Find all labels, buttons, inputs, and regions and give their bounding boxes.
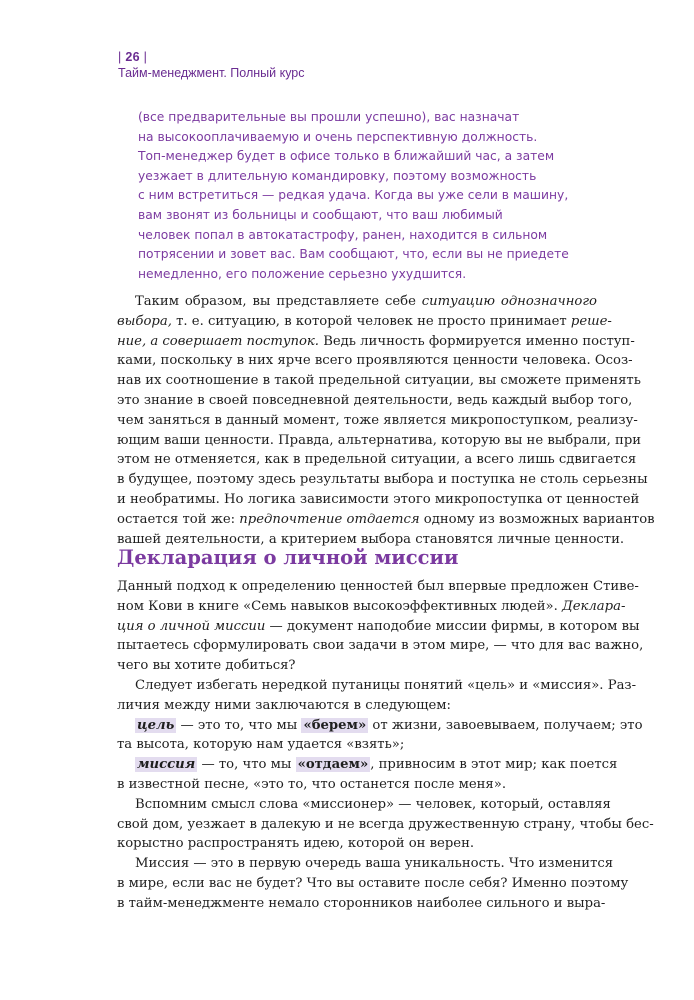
text-line: ками, поскольку в них ярче всего проявляются ценности человека. Осоз- bbox=[117, 353, 633, 369]
text-line: в известной песне, «это то, что останется после меня». bbox=[117, 776, 507, 792]
text-line: Следует избегать нередкой путаницы понятий «цель» и «миссия». Раз- bbox=[135, 677, 637, 693]
text-line: выбора, т. е. ситуацию, в которой человек не просто принимает реше- bbox=[117, 313, 612, 329]
text-line: ном Кови в книге «Семь навыков высокоэффективных людей». Деклара- bbox=[117, 598, 626, 614]
text-line: и необратимы. Но логика зависимости этого микропоступка от ценностей bbox=[117, 491, 640, 507]
section-heading: Декларация о личной миссии bbox=[117, 546, 459, 569]
paragraph-values bbox=[117, 292, 655, 549]
text-line: в мире, если вас не будет? Что вы оставите после себя? Именно поэтому bbox=[117, 875, 629, 891]
paragraph-mission bbox=[117, 577, 654, 914]
page-header bbox=[118, 50, 305, 80]
text-line: свой дом, уезжает в далекую и не всегда дружественную страну, чтобы бес- bbox=[117, 816, 654, 832]
quote-line: на высокооплачиваемую и очень перспективную должность. bbox=[138, 129, 538, 144]
text-line: Данный подход к определению ценностей был впервые предложен Стиве- bbox=[117, 579, 639, 594]
text-line: Вспомним смысл слова «миссионер» — человек, который, оставляя bbox=[135, 796, 611, 812]
text-line: личия между ними заключаются в следующем: bbox=[117, 697, 451, 713]
text-line: ция о личной миссии — документ наподобие миссии фирмы, в котором вы bbox=[117, 618, 640, 634]
text-line: этом не отменяется, как в предельной ситуации, а всего лишь сдвигается bbox=[117, 452, 637, 468]
text-line: та высота, которую нам удается «взять»; bbox=[117, 737, 405, 753]
text-line: цель — это то, что мы «берем» от жизни, завоевываем, получаем; это bbox=[137, 717, 643, 733]
quote-line: уезжает в длительную командировку, поэтому возможность bbox=[138, 168, 537, 183]
text-line: ние, а совершает поступок. Ведь личность формируется именно поступ- bbox=[117, 333, 635, 349]
page-number: | 26 | bbox=[118, 50, 148, 64]
text-line: чем заняться в данный момент, тоже является микропоступком, реализу- bbox=[117, 412, 638, 428]
text-line: нав их соотношение в такой предельной ситуации, вы сможете применять bbox=[117, 373, 641, 389]
book-title: Тайм-менеджмент. Полный курс bbox=[118, 66, 305, 80]
text-line: чего вы хотите добиться? bbox=[117, 658, 296, 674]
text-line: остается той же: предпочтение отдается одному из возможных вариантов bbox=[117, 511, 655, 527]
quote-line: немедленно, его положение серьезно ухудшится. bbox=[138, 266, 467, 281]
text-line: вашей деятельности, а критерием выбора становятся личные ценности. bbox=[117, 531, 625, 547]
quote-line: Топ-менеджер будет в офисе только в ближайший час, а затем bbox=[138, 149, 555, 164]
text-line: в тайм-менеджменте немало сторонников наиболее сильного и выра- bbox=[117, 895, 606, 911]
quote-line: с ним встретиться — редкая удача. Когда вы уже сели в машину, bbox=[138, 188, 569, 203]
term-take: «берем» bbox=[303, 717, 367, 733]
text-line: в будущее, поэтому здесь результаты выбора и поступка не столь серьезны bbox=[117, 472, 648, 488]
quote-block bbox=[138, 108, 608, 284]
text-line: это знание в своей повседневной деятельности, ведь каждый выбор того, bbox=[117, 392, 633, 408]
text-line: пытаетесь сформулировать свои задачи в этом мире, — что для вас важно, bbox=[117, 638, 644, 654]
term-mission: миссия bbox=[137, 757, 196, 773]
term-give: «отдаем» bbox=[297, 757, 369, 773]
quote-line: вам звонят из больницы и сообщают, что ваш любимый bbox=[138, 207, 503, 222]
text-line: корыстно распространять идею, которой он верен. bbox=[117, 836, 475, 852]
quote-line: человек попал в автокатастрофу, ранен, находится в сильном bbox=[138, 227, 548, 242]
text-line: Миссия — это в первую очередь ваша уникальность. Что изменится bbox=[135, 856, 614, 872]
text-line: Таким образом, вы представляете себе ситуацию однозначного bbox=[135, 294, 597, 309]
quote-line: (все предварительные вы прошли успешно), вас назначат bbox=[138, 110, 520, 124]
quote-line: потрясении и зовет вас. Вам сообщают, что, если вы не приедете bbox=[138, 247, 569, 262]
text-line: ющим ваши ценности. Правда, альтернатива, которую вы не выбрали, при bbox=[117, 432, 642, 448]
text-line: миссия — то, что мы «отдаем» , привносим в этот мир; как поется bbox=[137, 757, 618, 773]
term-goal: цель bbox=[137, 717, 175, 733]
